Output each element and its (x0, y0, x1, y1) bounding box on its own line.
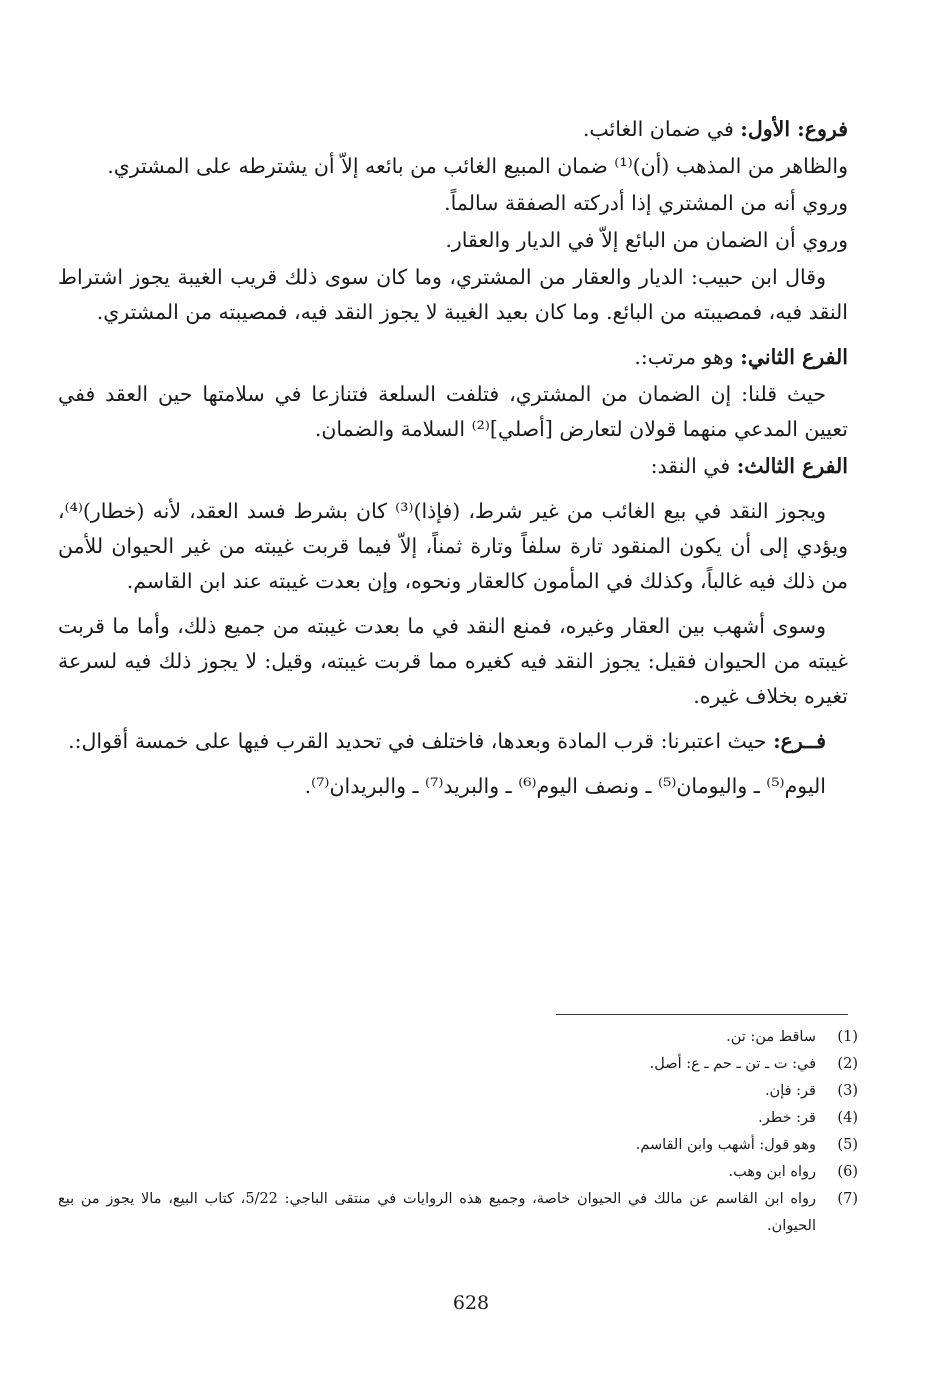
footnote-item (58, 1078, 858, 1105)
paragraph-text: في ضمان الغائب. (582, 117, 741, 141)
paragraph-text: حيث اعتبرنا: قرب المادة وبعدها، فاختلف في تحديد القرب فيها على خمسة أقوال:. (68, 729, 774, 753)
paragraph-text: وهو مرتب:. (634, 345, 741, 369)
paragraph-branch-qurb (58, 724, 848, 759)
footnote-text: رواه ابن وهب. (728, 1164, 816, 1180)
paragraph-text: وسوى أشهب بين العقار وغيره، فمنع النقد في ما بعدت غيبته من جميع ذلك، وأما ما قربت غيبته من الحيوان فقيل: يجوز النقد فيه كغيره مما قربت غيبته، وقيل: لا يجوز ذلك فيه لسرعة تغيره بخلاف غيره. (58, 614, 848, 708)
paragraph-naqd (58, 494, 848, 599)
footnote-item (58, 1132, 858, 1159)
footnotes (58, 1024, 858, 1240)
footnote-text: في: ت ـ تن ـ حم ـ ع: أصل. (649, 1056, 816, 1072)
footnote-text: رواه ابن القاسم عن مالك في الحيوان خاصة، وجميع هذه الروايات في منتقى الباجي: 5/22، كتاب البيع، مالا يجوز من بيع الحيوان. (58, 1191, 816, 1234)
footnote-text: قر: خطر. (758, 1110, 816, 1126)
footnote-item (58, 1024, 858, 1051)
paragraph-branch-first (58, 112, 848, 147)
paragraph-madhab (58, 149, 848, 184)
main-text (58, 112, 848, 814)
footnote-item (58, 1159, 858, 1186)
footnote-item (58, 1105, 858, 1132)
page-number: 628 (452, 1292, 490, 1314)
paragraph-text: ويجوز النقد في بيع الغائب من غير شرط، (فإذا)⁽³⁾ كان بشرط فسد العقد، لأنه (خطار)⁽⁴⁾، ويؤدي إلى أن يكون المنقود تارة سلفاً وتارة ثمناً، إلاّ فيما قربت غيبته من غير الحيوان للأمن من ذلك فيه غالباً، وكذلك في المأمون كالعقار ونحوه، وإن بعدت غيبته عند ابن القاسم. (58, 499, 848, 593)
paragraph-ashhab (58, 609, 848, 714)
paragraph-text: وروي أنه من المشتري إذا أدركته الصفقة سالماً. (444, 191, 848, 215)
footnote-number: (3) (837, 1083, 858, 1099)
footnote-text: وهو قول: أشهب وابن القاسم. (635, 1137, 816, 1153)
footnote-number: (2) (837, 1056, 858, 1072)
footnote-text: قر: فإن. (764, 1083, 816, 1099)
footnote-divider (556, 1014, 848, 1015)
footnote-item (58, 1051, 858, 1078)
paragraph-dispute (58, 377, 848, 447)
footnote-number: (7) (837, 1191, 858, 1207)
paragraph-branch-third (58, 449, 848, 484)
paragraph-branch-second (58, 340, 848, 375)
footnote-number: (6) (837, 1164, 858, 1180)
paragraph-text: في النقد: (650, 454, 737, 478)
heading-branch-third: الفرع الثالث: (736, 454, 848, 478)
heading-branch-second: الفرع الثاني: (740, 345, 848, 369)
heading-branch-qurb: فــرع: (773, 729, 826, 753)
footnote-number: (5) (837, 1137, 858, 1153)
paragraph-text: والظاهر من المذهب (أن)⁽¹⁾ ضمان المبيع الغائب من بائعه إلاّ أن يشترطه على المشتري. (107, 154, 848, 178)
footnote-number: (4) (837, 1110, 858, 1126)
paragraph-text: حيث قلنا: إن الضمان من المشتري، فتلفت السلعة فتنازعا في سلامتها حين العقد ففي تعيين المدعي منهما قولان لتعارض [أصلي]⁽²⁾ السلامة والضمان. (58, 382, 848, 441)
paragraph-text: وقال ابن حبيب: الديار والعقار من المشتري، وما كان سوى ذلك قريب الغيبة يجوز اشتراط النقد فيه، فمصيبته من البائع. وما كان بعيد الغيبة لا يجوز النقد فيه، فمصيبته من المشتري. (58, 265, 848, 324)
paragraph-text: اليوم⁽⁵⁾ ـ واليومان⁽⁵⁾ ـ ونصف اليوم⁽⁶⁾ ـ والبريد⁽⁷⁾ ـ والبريدان⁽⁷⁾. (304, 774, 826, 798)
paragraph-riwaya-2 (58, 223, 848, 258)
paragraph-riwaya-1 (58, 186, 848, 221)
paragraph-text: وروي أن الضمان من البائع إلاّ في الديار والعقار. (445, 228, 848, 252)
paragraph-ibn-habib (58, 260, 848, 330)
paragraph-opinions-list (58, 769, 848, 804)
footnote-text: ساقط من: تن. (726, 1029, 816, 1045)
footnote-number: (1) (837, 1029, 858, 1045)
heading-branches-first: فروع: الأول: (740, 117, 848, 141)
footnote-item (58, 1186, 858, 1240)
